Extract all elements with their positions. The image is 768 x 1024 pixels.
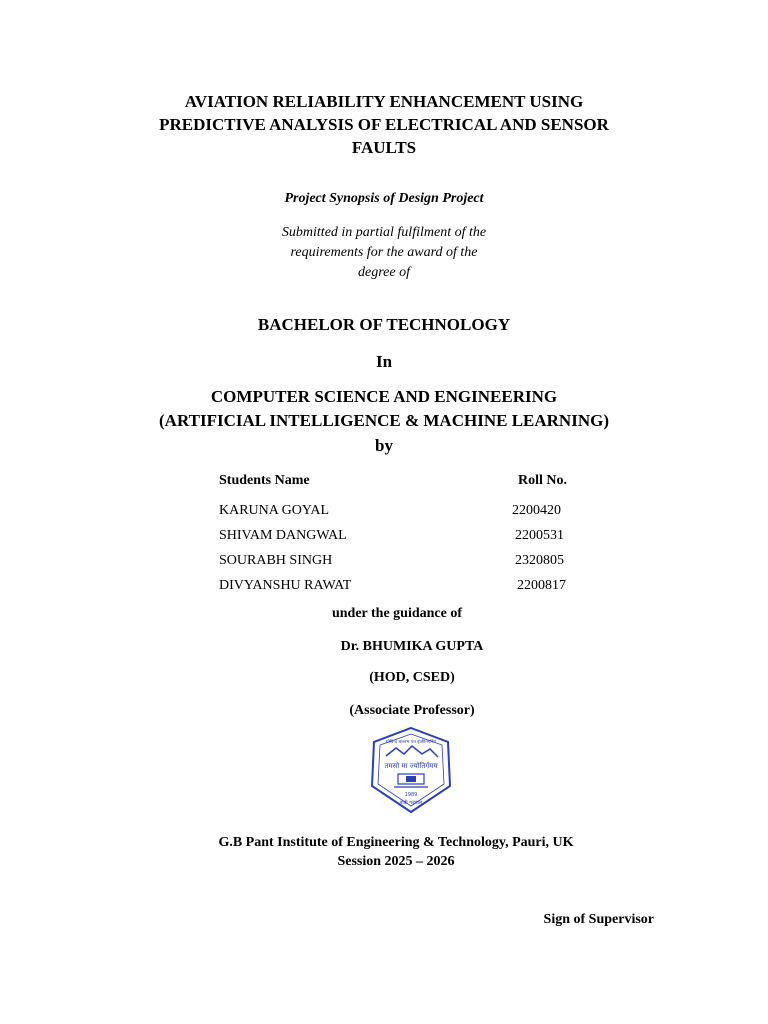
title-line-1: AVIATION RELIABILITY ENHANCEMENT USING	[184, 92, 584, 111]
institute-emblem-icon	[370, 726, 452, 814]
table-row	[219, 526, 619, 551]
header-students-name: Students Name	[219, 473, 310, 488]
submission-line-2: requirements for the award of the	[290, 245, 478, 260]
student-roll: 2200420	[512, 503, 561, 518]
guide-role-associate: (Associate Professor)	[349, 703, 475, 718]
student-roll: 2200531	[515, 528, 564, 543]
guide-role-hod: (HOD, CSED)	[369, 670, 455, 685]
table-row	[219, 501, 619, 526]
student-name: DIVYANSHU RAWAT	[219, 578, 352, 593]
student-roll: 2320805	[515, 553, 564, 568]
header-roll-no: Roll No.	[518, 473, 567, 488]
session: Session 2025 – 2026	[337, 854, 455, 869]
logo-motto: तमसो मा ज्योतिर्गमय	[384, 762, 438, 770]
student-name: KARUNA GOYAL	[219, 503, 330, 518]
signature-label: Sign of Supervisor	[543, 912, 654, 927]
guidance-label: under the guidance of	[331, 606, 463, 621]
student-name: SHIVAM DANGWAL	[219, 528, 347, 543]
submission-line-1: Submitted in partial fulfilment of the	[281, 225, 487, 240]
synopsis-label: Project Synopsis of Design Project	[284, 191, 484, 206]
submission-line-3: degree of	[358, 265, 410, 280]
student-name: SOURABH SINGH	[219, 553, 333, 568]
in-word: In	[375, 352, 393, 371]
table-row	[219, 551, 619, 576]
institute-name: G.B Pant Institute of Engineering & Technology, Pauri, UK	[218, 835, 574, 850]
logo-bottom-text: पौड़ी गढ़वाल	[399, 800, 423, 806]
by-word: by	[375, 436, 393, 455]
logo-year: 1989	[404, 792, 418, 798]
table-header	[219, 473, 619, 501]
degree: BACHELOR OF TECHNOLOGY	[257, 315, 511, 334]
student-roll: 2200817	[517, 578, 566, 593]
branch-line-2: (ARTIFICIAL INTELLIGENCE & MACHINE LEARNING)	[159, 411, 609, 430]
branch-line-1: COMPUTER SCIENCE AND ENGINEERING	[210, 387, 558, 406]
title-line-2: PREDICTIVE ANALYSIS OF ELECTRICAL AND SENSOR	[159, 115, 609, 134]
students-table	[219, 473, 619, 601]
title-line-3: FAULTS	[351, 138, 417, 157]
table-row	[219, 576, 619, 601]
guide-name: Dr. BHUMIKA GUPTA	[340, 639, 484, 654]
logo-top-text: गोविन्द बल्लभ पंत इंजीनियरिंग	[386, 740, 436, 745]
